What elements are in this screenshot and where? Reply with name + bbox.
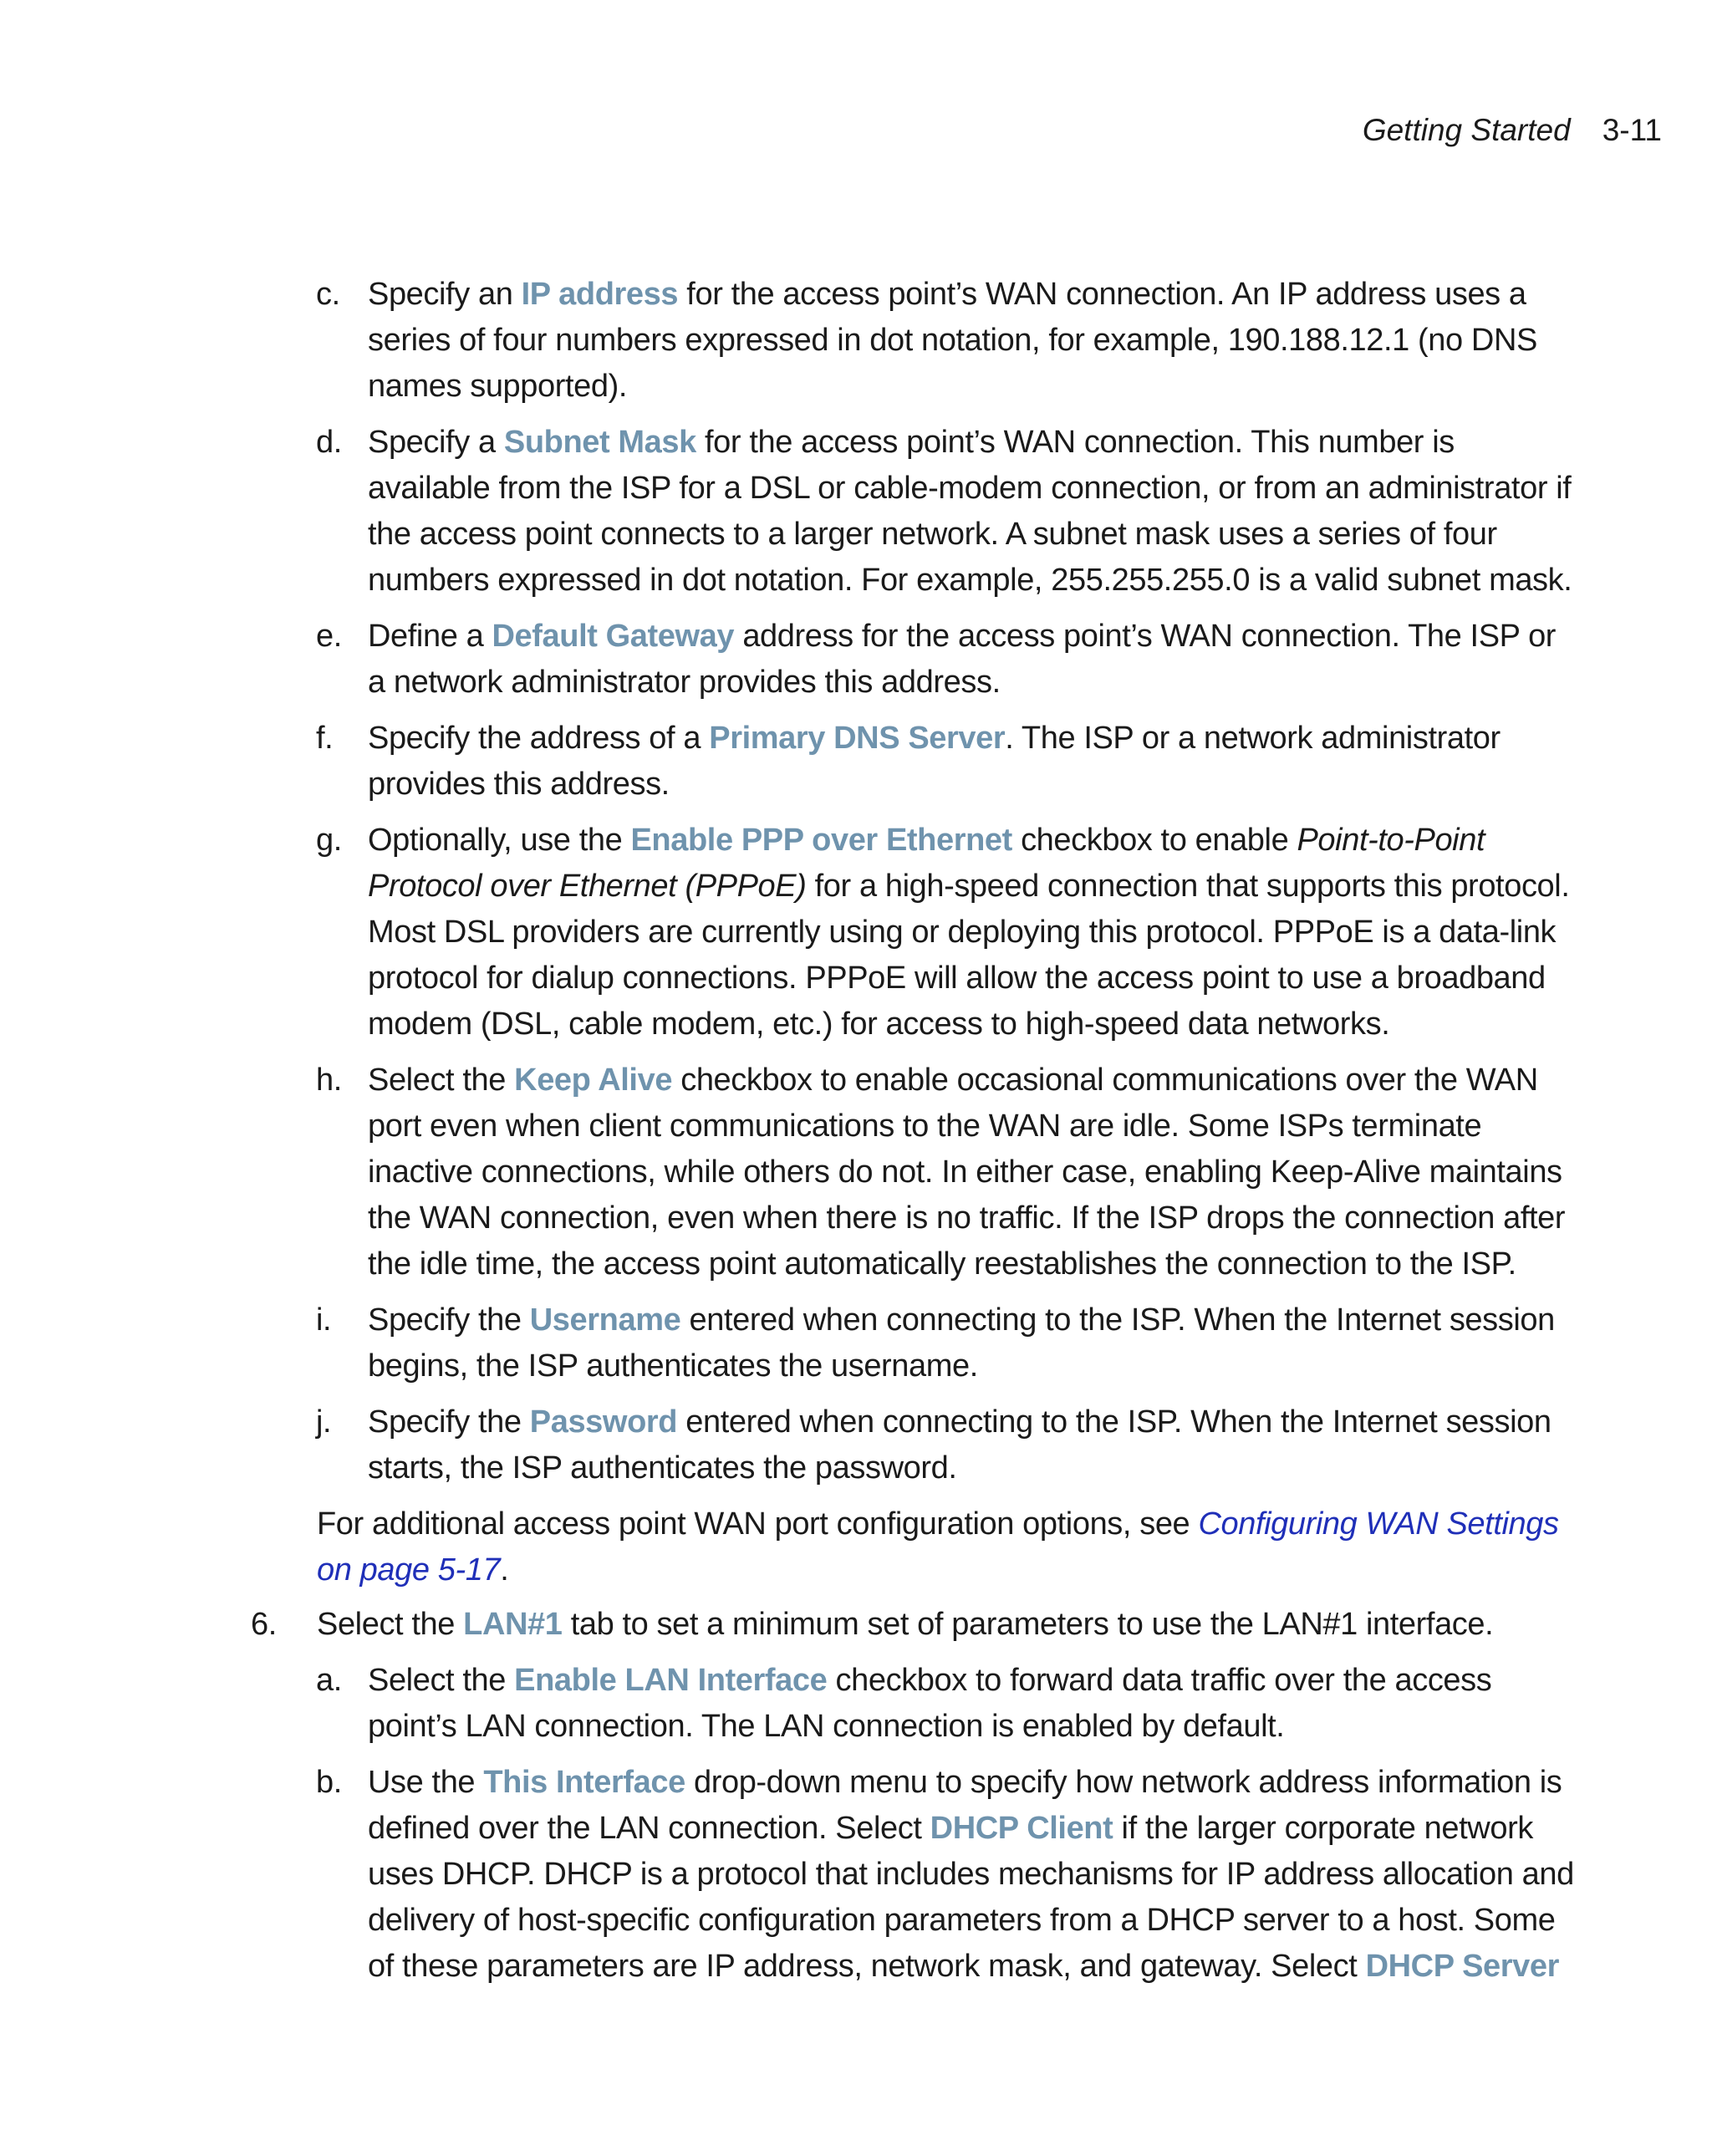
- item-text: entered when connecting to the ISP. When the Internet session begins, the ISP authenticates the username.: [368, 1302, 1555, 1384]
- list-item: [0, 272, 1580, 410]
- ui-term-ip-address: IP address: [521, 277, 679, 312]
- cross-reference-link[interactable]: Configuring WAN Settings on page 5-17: [317, 1506, 1559, 1588]
- step-number: 6.: [251, 1607, 277, 1642]
- item-label: e.: [316, 619, 342, 654]
- ui-term-enable-lan-interface: Enable LAN Interface: [514, 1663, 828, 1698]
- item-label: j.: [316, 1404, 332, 1440]
- term-emphasis: Point-to-Point Protocol over Ethernet (PPPoE): [368, 823, 1485, 904]
- item-label: b.: [316, 1765, 342, 1800]
- item-text: entered when connecting to the ISP. When the Internet session starts, the ISP authenticates the password.: [368, 1404, 1552, 1486]
- list-item: [0, 420, 1580, 604]
- item-label: i.: [316, 1302, 332, 1338]
- ui-term-username: Username: [529, 1302, 681, 1338]
- item-text: Define a: [368, 619, 492, 654]
- item-text: address for the access point’s WAN connection. The ISP or a network administrator provides this address.: [368, 619, 1557, 700]
- item-text: Specify the: [368, 1302, 530, 1338]
- ui-term-password: Password: [529, 1404, 678, 1440]
- list-item: [0, 1399, 1580, 1491]
- item-label: d.: [316, 425, 342, 460]
- list-item: [0, 1058, 1580, 1287]
- step-text: tab to set a minimum set of parameters to use the LAN#1 interface.: [562, 1607, 1494, 1642]
- ui-term-enable-pppoe: Enable PPP over Ethernet: [630, 823, 1012, 858]
- note-text: .: [500, 1552, 509, 1588]
- header-section-title: Getting Started: [1362, 113, 1571, 147]
- list-item: [0, 614, 1580, 706]
- wan-note-paragraph: [0, 1501, 1587, 1593]
- ui-term-dhcp-server: DHCP Server: [1365, 1949, 1560, 1984]
- item-text: Specify a: [368, 425, 504, 460]
- ui-term-subnet-mask: Subnet Mask: [503, 425, 696, 460]
- note-text: For additional access point WAN port configuration options, see: [317, 1506, 1199, 1542]
- item-text: checkbox to enable occasional communications over the WAN port even when client communications to the WAN are idle. Some ISPs terminate inactive connections, while others do not. In either case, enabling Keep-Alive maintains the WAN connection, even when there is no traffic. If the ISP drops the connection after the idle time, the access point automatically reestablishes the connection to the ISP.: [368, 1063, 1566, 1282]
- page-body: [0, 272, 1712, 2000]
- item-text: for a high-speed connection that supports this protocol. Most DSL providers are currently using or deploying this protocol. PPPoE is a data-link protocol for dialup connections. PPPoE will allow the access point to use a broadband modem (DSL, cable modem, etc.) for access to high-speed data networks.: [368, 869, 1570, 1042]
- item-text: Select the: [368, 1663, 515, 1698]
- step-text: Select the: [317, 1607, 464, 1642]
- item-text: for the access point’s WAN connection. An IP address uses a series of four numbers expressed in dot notation, for example, 190.188.12.1 (no DNS names supported).: [368, 277, 1537, 404]
- list-item: [0, 1658, 1580, 1750]
- item-text: checkbox to forward data traffic over the access point’s LAN connection. The LAN connection is enabled by default.: [368, 1663, 1492, 1744]
- ui-term-lan1-tab: LAN#1: [463, 1607, 563, 1642]
- item-text: . The ISP or a network administrator provides this address.: [368, 721, 1501, 802]
- step-item: [0, 1602, 1579, 1648]
- page-header: [1363, 113, 1662, 148]
- ui-term-primary-dns-server: Primary DNS Server: [709, 721, 1006, 756]
- item-text: if the larger corporate network uses DHCP. DHCP is a protocol that includes mechanisms for IP address allocation and delivery of host-specific configuration parameters from a DHCP server to a host. Some of these parameters are IP address, network mask, and gateway. Select: [368, 1811, 1574, 1984]
- list-item: [0, 818, 1580, 1047]
- ui-term-this-interface: This Interface: [483, 1765, 685, 1800]
- ui-term-default-gateway: Default Gateway: [492, 619, 735, 654]
- item-label: a.: [316, 1663, 342, 1698]
- item-text: Select the: [368, 1063, 515, 1098]
- page-number: 3-11: [1602, 113, 1662, 147]
- item-label: c.: [316, 277, 340, 312]
- item-text: Specify an: [368, 277, 522, 312]
- item-text: Optionally, use the: [368, 823, 631, 858]
- item-label: g.: [316, 823, 342, 858]
- item-text: Specify the: [368, 1404, 530, 1440]
- list-item: [0, 1760, 1580, 1990]
- ui-term-dhcp-client: DHCP Client: [930, 1811, 1113, 1846]
- list-item: [0, 716, 1580, 808]
- item-text: drop-down menu to specify how network address information is defined over the LAN connection. Select: [368, 1765, 1562, 1846]
- item-text: for the access point’s WAN connection. This number is available from the ISP for a DSL or cable-modem connection, or from an administrator if the access point connects to a larger network. A subnet mask uses a series of four numbers expressed in dot notation. For example, 255.255.255.0 is a valid subnet mask.: [368, 425, 1572, 598]
- item-label: h.: [316, 1063, 342, 1098]
- item-text: checkbox to enable: [1011, 823, 1297, 858]
- list-item: [0, 1297, 1580, 1389]
- item-label: f.: [316, 721, 334, 756]
- item-text: Specify the address of a: [368, 721, 710, 756]
- ui-term-keep-alive: Keep Alive: [514, 1063, 673, 1098]
- item-text: Use the: [368, 1765, 484, 1800]
